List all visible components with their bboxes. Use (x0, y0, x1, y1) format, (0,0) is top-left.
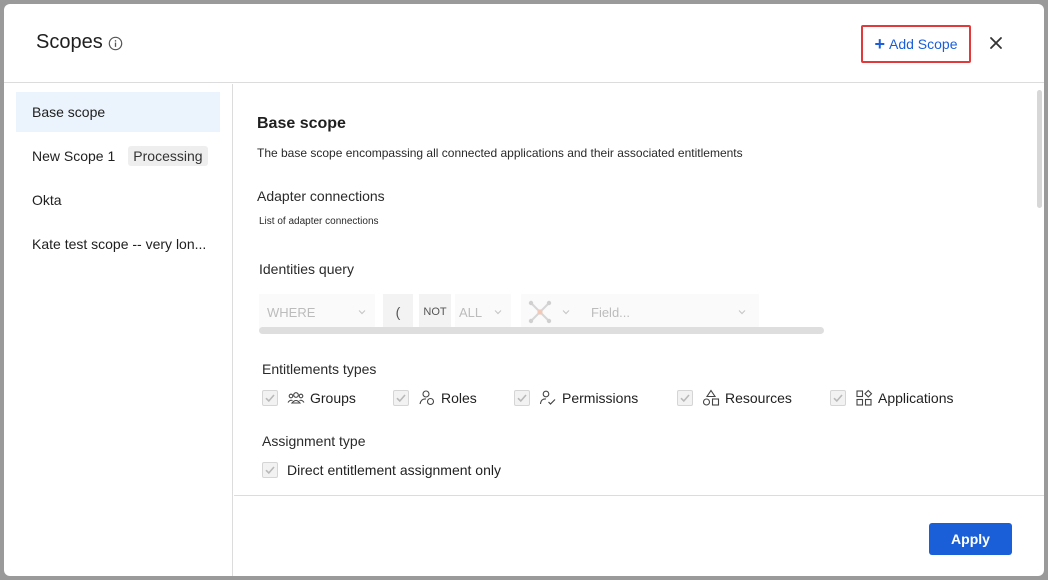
entitlement-types-label: Entitlements types (262, 361, 377, 377)
sidebar-item-new-scope-1[interactable] (16, 136, 220, 176)
sidebar-item-label: Base scope (32, 104, 106, 120)
scope-description: The base scope encompassing all connected applications and their associated entitlements (257, 146, 743, 160)
not-toggle[interactable]: NOT (419, 294, 451, 330)
entitlement-type-resources (677, 387, 792, 409)
check-icon (395, 392, 407, 404)
permissions-checkbox[interactable] (514, 390, 530, 406)
direct-assignment-label: Direct entitlement assignment only (287, 462, 501, 478)
roles-checkbox[interactable] (393, 390, 409, 406)
scope-list-sidebar (4, 84, 233, 576)
identities-query-label: Identities query (259, 261, 354, 277)
resources-checkbox[interactable] (677, 390, 693, 406)
resources-icon (702, 389, 720, 407)
check-icon (516, 392, 528, 404)
direct-assignment-option (262, 459, 501, 481)
dialog-header (4, 4, 1044, 83)
sidebar-item-label: New Scope 1 (32, 148, 116, 164)
apply-button[interactable]: Apply (929, 523, 1012, 555)
adapter-connections-label: Adapter connections (257, 188, 385, 204)
sidebar-item-okta[interactable] (16, 180, 220, 220)
sidebar-item-label: Okta (32, 192, 62, 208)
roles-icon (418, 389, 436, 407)
groups-checkbox[interactable] (262, 390, 278, 406)
permissions-label: Permissions (562, 390, 639, 406)
check-icon (264, 392, 276, 404)
where-value: WHERE (267, 304, 316, 320)
chevron-down-icon (561, 307, 571, 317)
check-icon (832, 392, 844, 404)
assignment-type-label: Assignment type (262, 433, 366, 449)
info-icon[interactable] (108, 36, 123, 51)
close-icon[interactable] (987, 34, 1005, 52)
field-select[interactable] (581, 294, 759, 330)
applications-icon (855, 389, 873, 407)
resources-label: Resources (725, 390, 792, 406)
add-scope-button[interactable] (861, 25, 971, 63)
chevron-down-icon (357, 307, 367, 317)
applications-checkbox[interactable] (830, 390, 846, 406)
scrollbar-thumb[interactable] (1037, 90, 1042, 208)
scope-title: Base scope (257, 115, 346, 132)
identities-query-builder (259, 294, 824, 334)
applications-label: Applications (878, 390, 954, 406)
groups-icon (287, 389, 305, 407)
entitlement-type-roles (393, 387, 477, 409)
sidebar-item-label: Kate test scope -- very lon... (32, 236, 207, 252)
connector-select[interactable] (521, 294, 581, 330)
adapter-connections-text: List of adapter connections (259, 216, 379, 227)
dialog-title: Scopes (36, 31, 103, 53)
vertical-scrollbar[interactable] (1034, 84, 1044, 496)
open-paren-toggle[interactable]: ( (383, 294, 413, 330)
direct-assignment-checkbox[interactable] (262, 462, 278, 478)
roles-label: Roles (441, 390, 477, 406)
add-scope-label: Add Scope (889, 36, 958, 52)
sidebar-item-kate-test-scope[interactable] (16, 224, 220, 264)
check-icon (264, 464, 276, 476)
sidebar-item-base-scope[interactable] (16, 92, 220, 132)
entitlement-type-permissions (514, 387, 638, 409)
all-select[interactable] (455, 294, 511, 330)
check-icon (679, 392, 691, 404)
status-badge: Processing (128, 146, 207, 166)
field-placeholder: Field... (591, 304, 631, 320)
entitlement-type-applications (830, 387, 954, 409)
plus-icon: + (874, 34, 885, 54)
entitlement-type-groups (262, 387, 356, 409)
permissions-icon (539, 389, 557, 407)
chevron-down-icon (737, 307, 747, 317)
groups-label: Groups (310, 390, 356, 406)
where-select[interactable] (259, 294, 375, 330)
dialog-footer (234, 495, 1044, 576)
scope-details-panel (234, 84, 1044, 496)
scopes-dialog (4, 4, 1044, 576)
chevron-down-icon (493, 307, 503, 317)
entitlement-types-group (262, 387, 1022, 409)
all-value: ALL (459, 304, 483, 320)
query-horizontal-scrollbar[interactable] (259, 327, 824, 334)
connector-icon (527, 299, 553, 325)
